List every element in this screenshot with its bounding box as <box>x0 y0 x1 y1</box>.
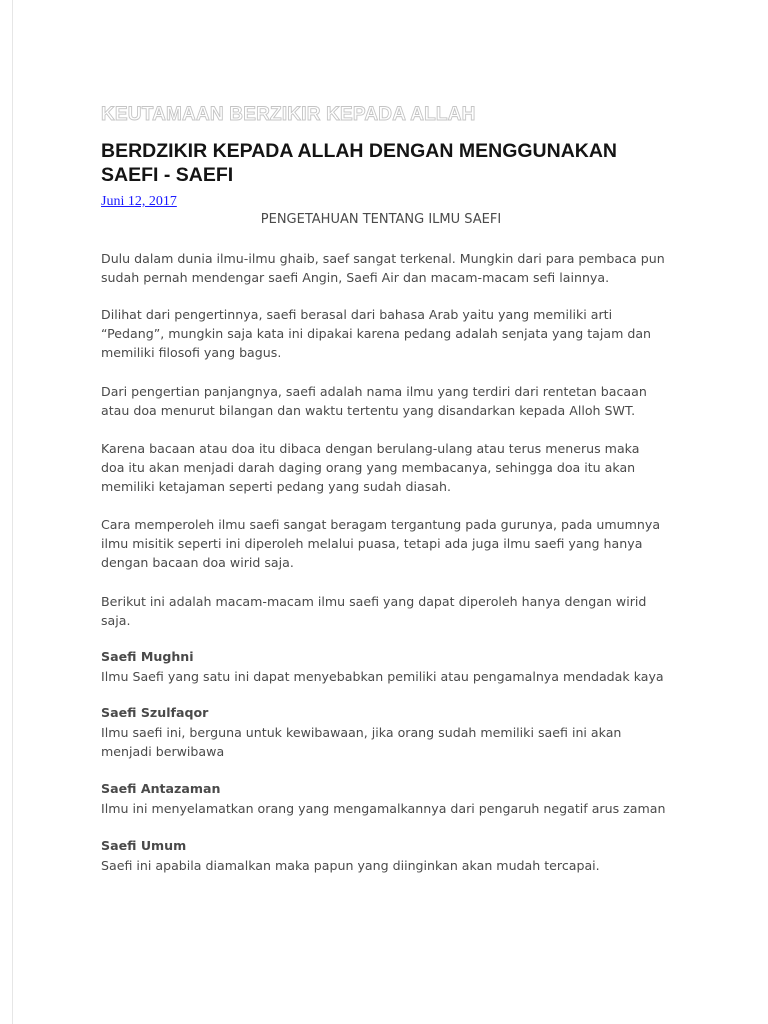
saefi-description: Ilmu ini menyelamatkan orang yang mengamalkannya dari pengaruh negatif arus zaman <box>101 801 666 816</box>
date-link[interactable]: Juni 12, 2017 <box>101 194 177 209</box>
paragraph-repetition: Karena bacaan atau doa itu dibaca dengan berulang-ulang atau terus menerus maka doa itu akan menjadi darah daging orang yang membacanya, sehingga doa itu akan memiliki ketajaman seperti pedang yang sudah diasah. <box>101 441 640 494</box>
saefi-description: Ilmu Saefi yang satu ini dapat menyebabkan pemiliki atau pengamalnya mendadak kaya <box>101 669 664 684</box>
saefi-name: Saefi Mughni <box>101 649 194 664</box>
paragraph-meaning: Dari pengertian panjangnya, saefi adalah nama ilmu yang terdiri dari rentetan bacaan atau doa menurut bilangan dan waktu tertentu yang disandarkan kepada Alloh SWT. <box>101 384 647 418</box>
outline-title: KEUTAMAAN BERZIKIR KEPADA ALLAH <box>101 104 476 125</box>
saefi-name: Saefi Szulfaqor <box>101 705 209 720</box>
paragraph-list-intro: Berikut ini adalah macam-macam ilmu saefi yang dapat diperoleh hanya dengan wirid saja. <box>101 594 647 628</box>
saefi-description: Saefi ini apabila diamalkan maka papun yang diinginkan akan mudah tercapai. <box>101 858 600 873</box>
section-subheading: PENGETAHUAN TENTANG ILMU SAEFI <box>260 212 502 227</box>
saefi-description: Ilmu saefi ini, berguna untuk kewibawaan, jika orang sudah memiliki saefi ini akan menjadi berwibawa <box>101 725 622 759</box>
page-title: BERDZIKIR KEPADA ALLAH DENGAN MENGGUNAKAN SAEFI - SAEFI <box>101 140 618 186</box>
paragraph-intro: Dulu dalam dunia ilmu-ilmu ghaib, saef sangat terkenal. Mungkin dari para pembaca pun sudah pernah mendengar saefi Angin, Saefi Air dan macam-macam sefi lainnya. <box>101 251 665 285</box>
page-edge-line <box>12 0 13 1024</box>
paragraph-definition: Dilihat dari pengertinnya, saefi berasal dari bahasa Arab yaitu yang memiliki arti “Pedang”, mungkin saja kata ini dipakai karena pedang adalah senjata yang tajam dan memiliki filosofi yang bagus. <box>101 307 652 360</box>
paragraph-method: Cara memperoleh ilmu saefi sangat beragam tergantung pada gurunya, pada umumnya ilmu misitik seperti ini diperoleh melalui puasa, tetapi ada juga ilmu saefi yang hanya dengan bacaan doa wirid saja. <box>101 517 661 570</box>
saefi-name: Saefi Umum <box>101 838 187 853</box>
saefi-name: Saefi Antazaman <box>101 781 221 796</box>
